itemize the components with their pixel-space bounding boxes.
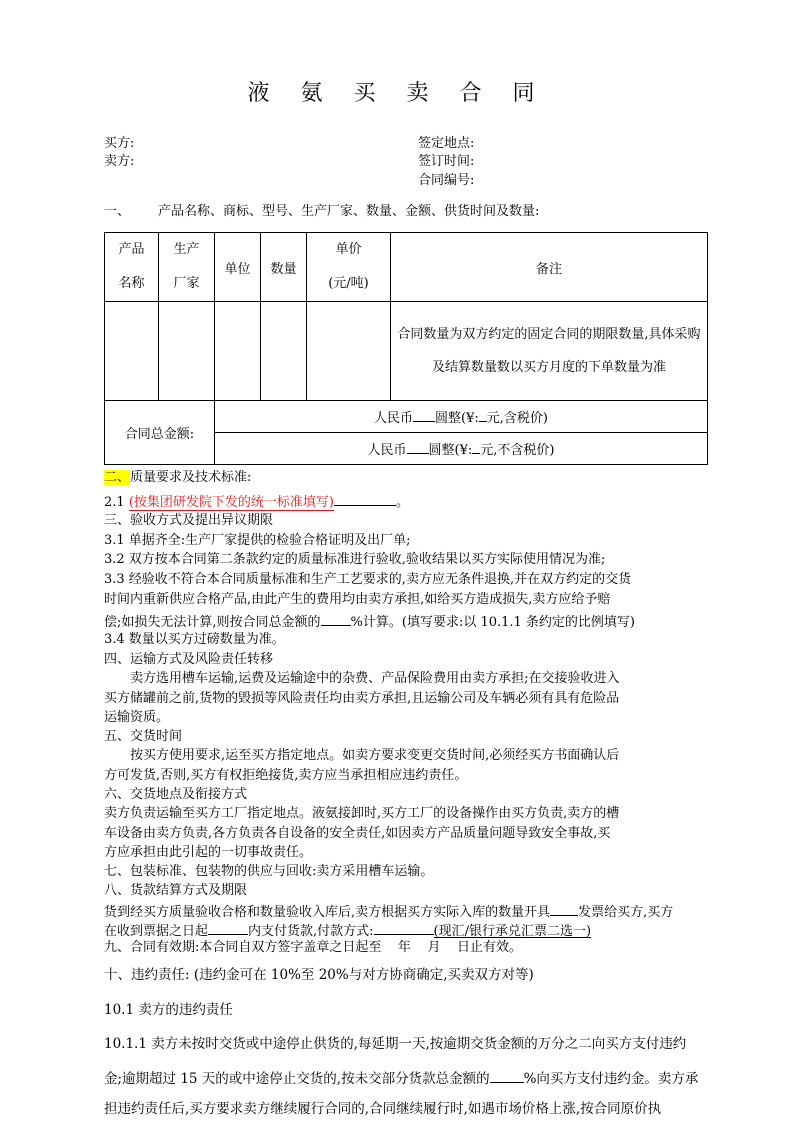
section-8-line: 货到经买方质量验收合格和数量验收入库后,卖方根据买方实际入库的数量开具 发票给买方,买方 bbox=[104, 901, 673, 922]
section-10-title: 十、违约责任: (违约金可在 10%至 20%与对方协商确定,买卖双方对等) bbox=[104, 967, 534, 983]
section-10-line: 金;逾期超过 15 天的或中途停止交货的,按未交部分货款总金额的 %向买方支付违约金。卖方承 bbox=[104, 1068, 698, 1088]
product-table bbox=[104, 232, 708, 465]
section-6-line: 车设备由卖方负责,各方负责各自设备的安全责任,如因卖方产品质量问题导致安全事故,买 bbox=[104, 826, 611, 841]
header-remarks: 备注 bbox=[391, 233, 708, 302]
section-10-line: 10.1.1 卖方未按时交货或中途停止供货的,每延期一天,按逾期交货金额的万分之二向买方支付违约 bbox=[104, 1036, 687, 1052]
section-3-line: 偿;如损失无法计算,则按合同总金额的 %计算。(填写要求:以 10.1.1 条约定的比例填写) bbox=[104, 611, 635, 632]
section-7-title: 七、包装标准、包装物的供应与回收:卖方采用槽车运输。 bbox=[104, 864, 434, 879]
table-header-row bbox=[105, 233, 708, 302]
sign-place-label: 签定地点: bbox=[418, 136, 475, 151]
table-row bbox=[105, 302, 708, 401]
section-10-line: 担违约责任后,买方要求卖方继续履行合同的,合同继续履行时,如遇市场价格上涨,按合同原价执 bbox=[104, 1101, 662, 1117]
section-4-line: 买方储罐前之前,货物的毁损等风险责任均由卖方承担,且运输公司及车辆必须有具有危险品 bbox=[104, 691, 620, 706]
section-5-title: 五、交货时间 bbox=[104, 729, 183, 744]
section-1-title: 产品名称、商标、型号、生产厂家、数量、金额、供货时间及数量: bbox=[158, 204, 540, 219]
header-unit-price: 单价 (元/吨) bbox=[307, 233, 391, 302]
section-5-line: 按买方使用要求,运至买方指定地点。如卖方要求变更交货时间,必须经买方书面确认后 bbox=[130, 748, 620, 763]
section-3-line: 3.4 数量以买方过磅数量为准。 bbox=[104, 632, 285, 647]
cell-product-name bbox=[105, 302, 159, 401]
section-3-line: 3.3 经验收不符合本合同质量标准和生产工艺要求的,卖方应无条件退换,并在双方约定的交货 bbox=[104, 572, 632, 587]
page-title: 液 氨 买 卖 合 同 bbox=[247, 81, 547, 106]
total-with-tax: 人民币 圆整(¥: 元,含税价) bbox=[215, 401, 708, 433]
section-6-title: 六、交货地点及衔接方式 bbox=[104, 787, 248, 802]
section-5-line: 方可发货,否则,买方有权拒绝接货,卖方应当承担相应违约责任。 bbox=[104, 768, 468, 783]
section-4-line: 卖方选用槽车运输,运费及运输途中的杂费、产品保险费用由卖方承担;在交接验收进入 bbox=[130, 671, 620, 686]
section-9-title: 九、合同有效期:本合同自双方签字盖章之日起至 年 月 日止有效。 bbox=[104, 940, 523, 955]
total-tax-row bbox=[105, 401, 708, 433]
section-6-line: 方应承担由此引起的一切事故责任。 bbox=[104, 845, 313, 860]
section-3-line: 时间内重新供应合格产品,由此产生的费用均由卖方承担,如给买方造成损失,卖方应给予赔 bbox=[104, 592, 611, 607]
contract-no-label: 合同编号: bbox=[418, 173, 475, 188]
section-8-line: 在收到票据之日起 内支付货款,付款方式: (现汇/银行承兑汇票二选一) bbox=[104, 920, 591, 941]
section-1-num: 一、 bbox=[104, 204, 131, 219]
section-2-line-1: 2.1 (按集团研发院下发的统一标准填写) 。 bbox=[104, 491, 409, 512]
total-without-tax: 人民币 圆整(¥: 元,不含税价) bbox=[215, 433, 708, 465]
red-instruction: (按集团研发院下发的统一标准填写) bbox=[128, 495, 334, 510]
seller-label: 卖方: bbox=[104, 154, 135, 169]
section-3-line: 3.2 双方按本合同第二条款约定的质量标准进行验收,验收结果以买方实际使用情况为准; bbox=[104, 552, 606, 567]
buyer-label: 买方: bbox=[104, 136, 135, 151]
total-amount-label: 合同总金额: bbox=[105, 401, 215, 465]
cell-quantity bbox=[261, 302, 307, 401]
section-6-line: 卖方负责运输至买方工厂指定地点。液氨接卸时,买方工厂的设备操作由买方负责,卖方的槽 bbox=[104, 806, 620, 821]
section-4-title: 四、运输方式及风险责任转移 bbox=[104, 652, 274, 667]
section-2-title: 二、质量要求及技术标准: bbox=[104, 470, 252, 485]
section-10-subtitle: 10.1 卖方的违约责任 bbox=[104, 1002, 233, 1018]
section-8-title: 八、货款结算方式及期限 bbox=[104, 883, 248, 898]
section-3-title: 三、验收方式及提出异议期限 bbox=[104, 513, 274, 528]
header-product-name: 产品 名称 bbox=[105, 233, 159, 302]
header-manufacturer: 生产 厂家 bbox=[159, 233, 215, 302]
cell-unit bbox=[215, 302, 261, 401]
section-3-line: 3.1 单据齐全:生产厂家提供的检验合格证明及出厂单; bbox=[104, 533, 411, 548]
cell-remarks: 合同数量为双方约定的固定合同的期限数量,具体采购及结算数量数以买方月度的下单数量为准 bbox=[391, 302, 708, 401]
cell-unit-price bbox=[307, 302, 391, 401]
cell-manufacturer bbox=[159, 302, 215, 401]
sign-time-label: 签订时间: bbox=[418, 154, 475, 169]
header-unit: 单位 bbox=[215, 233, 261, 302]
header-quantity: 数量 bbox=[261, 233, 307, 302]
section-4-line: 运输资质。 bbox=[104, 710, 170, 725]
